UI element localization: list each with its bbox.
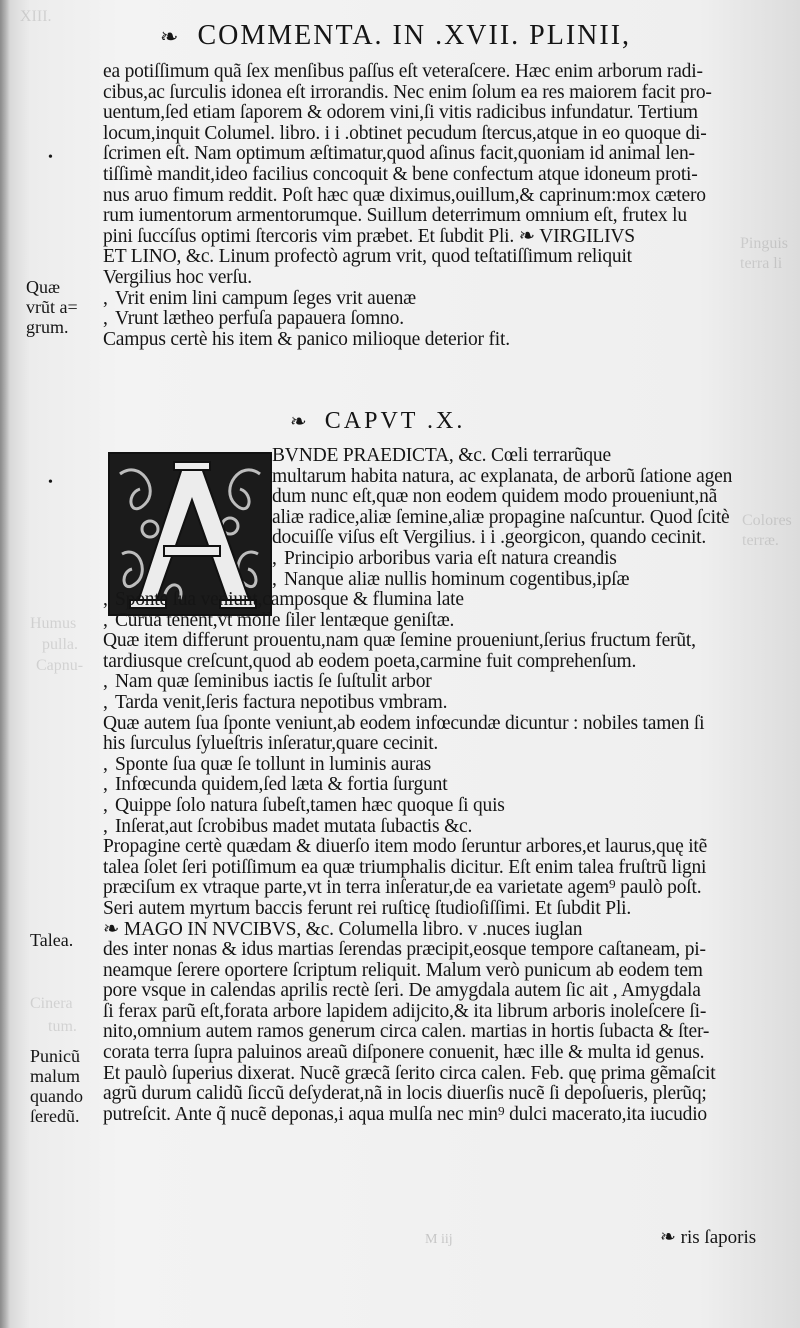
text-line: aliæ radice,aliæ ſemine,aliæ propagine naſcuntur. Quod ſcitè — [272, 506, 730, 528]
leaf-ornament-icon: ❧ — [160, 24, 181, 49]
text-line: tardiusque creſcunt,quod ab eodem poeta,carmine fuit comprehenſum. — [103, 650, 637, 672]
margin-note-punicum: Punicũ malum quando ſeredũ. — [30, 1046, 83, 1126]
text-line: dum nunc eſt,quæ non eodem quidem modo proueniunt,nã — [272, 486, 718, 508]
text-line: corata terra ſupra paluinos areaũ diſponere conuenit, hæc ille & multa id genus. — [103, 1042, 705, 1064]
bleed-through-text: tum. — [48, 1018, 77, 1035]
text-line: rum iumentorum armentorumque. Suillum deterrimum omnium eſt, frutex lu — [103, 205, 687, 227]
text-block-1 — [103, 62, 771, 350]
margin-note-talea: Talea. — [30, 930, 74, 950]
chapter-heading — [290, 408, 465, 435]
text-line: putreſcit. Ante q̃ nucẽ deponas,i aqua mulſa nec min⁹ dulci macerato,ita iucudio — [103, 1103, 707, 1125]
text-line: BVNDE PRAEDICTA, &c. Cœli terrarũque — [272, 445, 611, 466]
verse-line: , Curua tenent,vt molle ſiler lentæque geniſtæ. — [103, 609, 455, 631]
text-line: locum,inquit Columel. libro. i i .obtinet pecudum ſtercus,atque in eo quoque di- — [103, 122, 707, 144]
text-line: Campus certè his item & panico milioque deterior fit. — [103, 328, 510, 350]
margin-bullet: • — [48, 150, 53, 165]
verse-line: , Inſerat,aut ſcrobibus madet mutata ſubactis &c. — [103, 815, 473, 837]
text-line: tiſſimè mandit,ideo facilius concoquit & bene confectum atque idoneum proti- — [103, 163, 698, 185]
text-line: neamque ſerere oportere ſcriptum reliquit. Malum verò punicum ab eodem tem — [103, 959, 703, 981]
text-line: multarum habita natura, ac explanata, de arborũ ſatione agen — [272, 465, 733, 487]
text-line: ſi ferax parũ eſt,forata arbore lapidem adijcito,& ita librum arboris inoleſcere ſi- — [103, 1000, 707, 1022]
text-block-2 — [272, 446, 772, 590]
verse-line: , Sponte ſua quæ ſe tollunt in luminis auras — [103, 753, 432, 775]
bleed-through-text: Cinera — [30, 995, 73, 1012]
text-line: ET LINO, &c. Linum profectò agrum vrit, quod teſtatiſſimum reliquit — [103, 246, 632, 268]
text-line: pore vsque in calendas aprilis rectè ſeri. De amygdala autem ſic ait , Amygdala — [103, 980, 701, 1002]
verse-line: , Quippe ſolo natura ſubeſt,tamen hæc quoque ſi quis — [103, 794, 505, 816]
text-line: talea ſolet ſeri potiſſimum ea quæ triumphalis dicitur. Eſt enim talea fruſtrũ ligni — [103, 856, 707, 878]
chapter-title: CAPVT .X. — [324, 408, 466, 434]
text-line: docuiſſe viſus eſt Vergilius. i i .georgicon, quando cecinit. — [272, 527, 707, 549]
bleed-through-text: Humus — [30, 615, 77, 632]
text-line: des inter nonas & idus martias ſerendas præcipit,eosque tempore caſtaneam, pi- — [103, 939, 706, 961]
text-line: pini ſuccíſus optimi ſtercoris vim præbet. Et ſubdit Pli. ❧ VIRGILIVS — [103, 225, 635, 247]
verse-line: , Vrunt lætheo perfuſa papauera ſomno. — [103, 308, 404, 330]
text-line: uentum,ſed etiam ſaporem & odorem vini,ſi vitis radicibus infundatur. Tertium — [103, 102, 698, 124]
margin-note-quae-vrunt: Quæ vrũt a= grum. — [26, 277, 78, 337]
leaf-ornament-icon: ❧ — [290, 411, 310, 433]
running-header — [160, 20, 760, 52]
bleed-through-text: Colores — [742, 512, 792, 529]
verse-line: , Vrit enim lini campum ſeges vrit auenæ — [103, 287, 416, 309]
bleed-through-text: pulla. — [42, 636, 78, 653]
text-line: Seri autem myrtum baccis ferunt rei ruſticę ſtudioſiſſimi. Et ſubdit Pli. — [103, 897, 632, 919]
text-line: agrũ durum calidũ ſiccũ deſyderat,nã in locis diuerſis nucẽ ſi depoſueris, plerũq; — [103, 1083, 707, 1105]
text-line: nito,omnium autem ramos generum circa calen. martias in hortis ſubacta & ſter- — [103, 1021, 710, 1043]
verse-line: , Sponte ſua veniunt,camposque & flumina late — [103, 589, 464, 610]
bleed-through-text: terræ. — [742, 532, 779, 549]
verse-line: , Principio arboribus varia eſt natura creandis — [272, 547, 617, 569]
text-line: ❧ MAGO IN NVCIBVS, &c. Columella libro. v .nuces iuglan — [103, 918, 583, 940]
text-line: cibus,ac ſurculis idonea eſt irrorandis. Nec enim ſolum ea res maiorem facit pro- — [103, 81, 712, 103]
text-line: Propagine certè quædam & diuerſo item modo ſeruntur arbores,et laurus,quę itẽ — [103, 836, 708, 858]
verse-line: , Infœcunda quidem,ſed læta & fortia ſurgunt — [103, 774, 448, 796]
gutter-shadow — [0, 0, 10, 1328]
bleed-through-text: terra li — [740, 255, 783, 272]
bleed-through-text: XIII. — [20, 8, 52, 25]
text-line: nus aruo fimum reddit. Poſt hæc quæ diximus,ouillum,& caprinum:mox cætero — [103, 184, 706, 206]
text-line: Quæ item differunt prouentu,nam quæ ſemine proueniunt,ſerius fructum ferũt, — [103, 630, 696, 652]
text-line: his ſurculus ſylueſtris inſeratur,quare cecinit. — [103, 733, 439, 755]
text-line: præciſum ex vtraque parte,vt in terra inſeratur,de ea varietate agem⁹ paulò poſt. — [103, 877, 702, 899]
margin-bullet: • — [48, 475, 53, 490]
bleed-through-text: Capnu- — [36, 657, 84, 674]
signature-mark: M iij — [425, 1232, 453, 1247]
verse-line: , Nanque aliæ nullis hominum cogentibus,ipſæ — [272, 568, 630, 590]
text-line: ſcrimen eſt. Nam optimum æſtimatur,quod aſinus facit,quoniam id animal len- — [103, 143, 695, 165]
text-line: ea potiſſimum quã ſex menſibus paſſus eſt veteraſcere. Hæc enim arborum radi- — [103, 61, 703, 82]
bleed-through-text: Pinguis — [740, 235, 789, 252]
header-title: COMMENTA. IN .XVII. PLINII, — [197, 20, 632, 51]
verse-line: , Nam quæ ſeminibus iactis ſe ſuſtulit arbor — [103, 671, 432, 693]
catchword: ❧ ris ſaporis — [660, 1227, 757, 1248]
text-line: Et paulò ſuperius dixerat. Nucẽ græcã ſerito circa calen. Feb. quę prima gẽmaſcit — [103, 1062, 716, 1084]
text-block-3 — [103, 590, 771, 1125]
verse-line: , Tarda venit,ſeris factura nepotibus vmbram. — [103, 691, 448, 713]
text-line: Vergilius hoc verſu. — [103, 266, 252, 288]
text-line: Quæ autem ſua ſponte veniunt,ab eodem infœcundæ dicuntur : nobiles tamen ſi — [103, 712, 705, 734]
